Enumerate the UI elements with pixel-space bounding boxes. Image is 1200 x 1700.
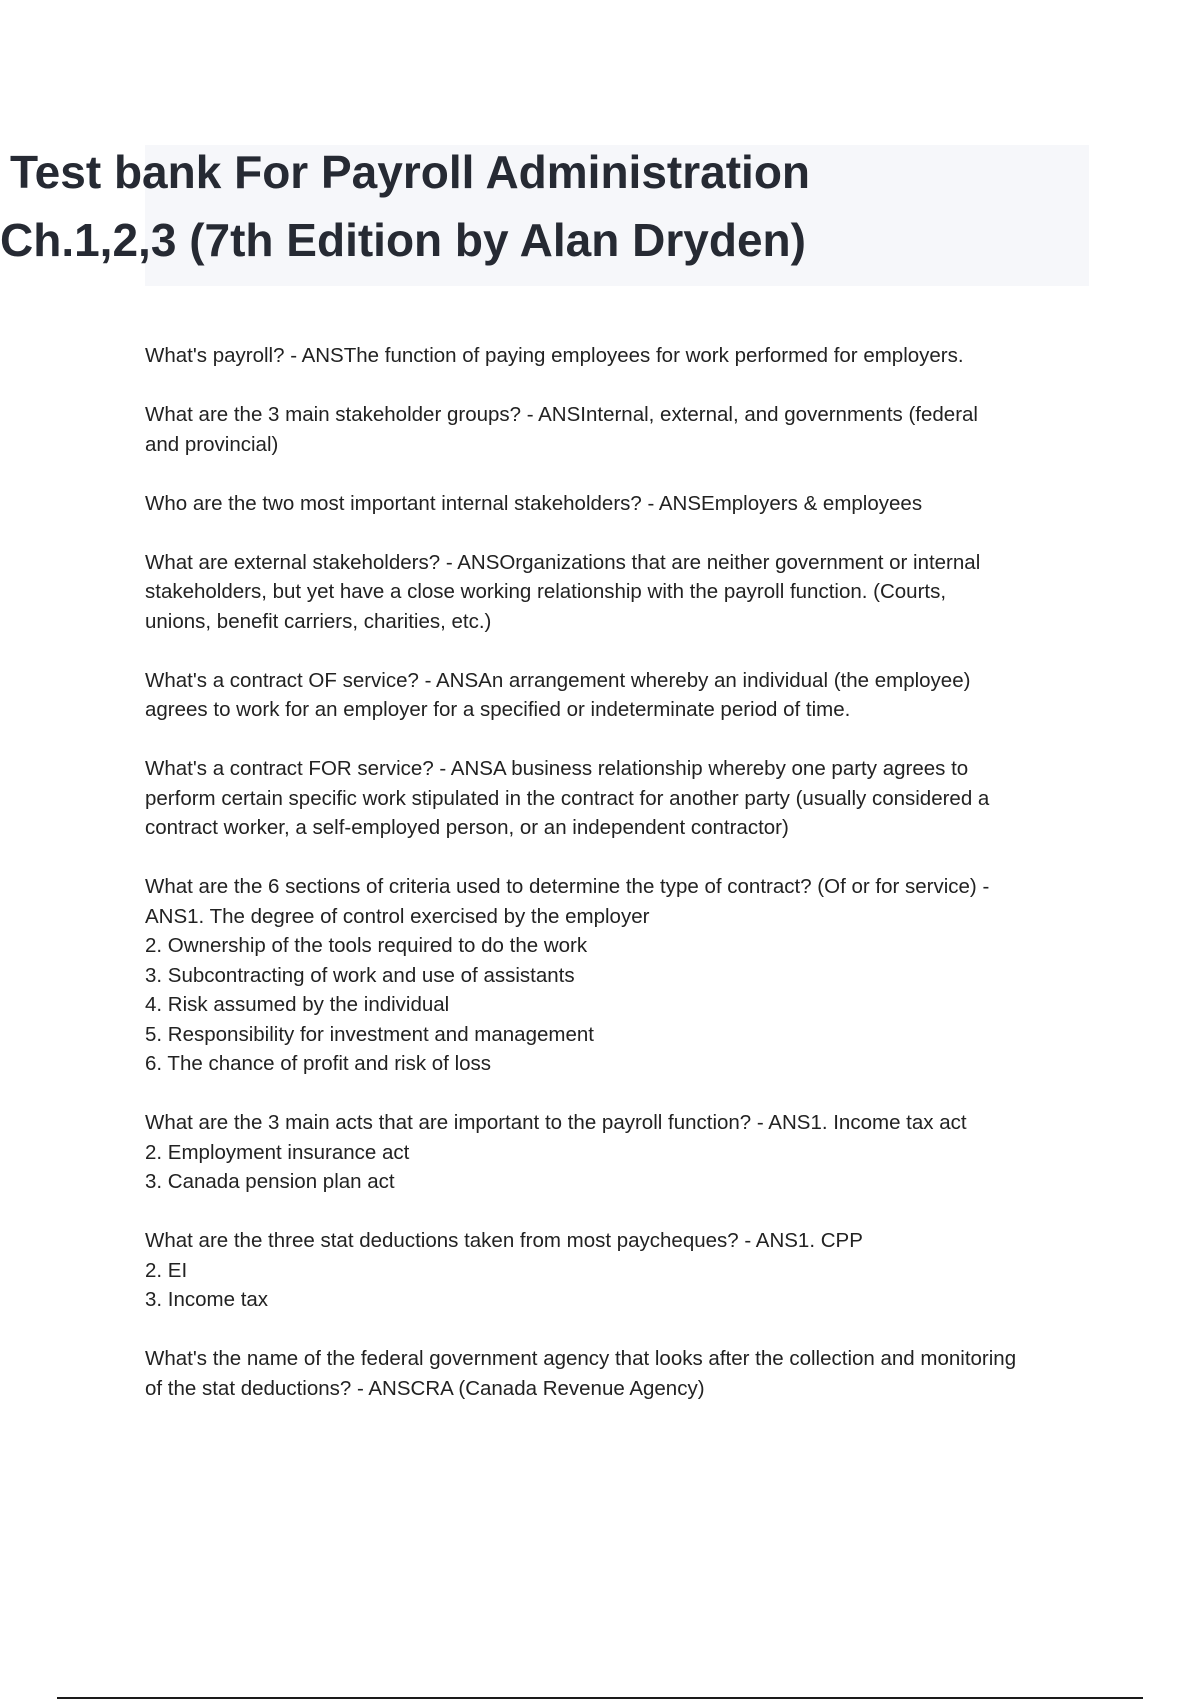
qa-item-7: [145, 872, 1095, 1079]
qa-line: 2. Employment insurance act: [145, 1140, 410, 1164]
qa-item-4: [145, 548, 1095, 637]
qa-line: What's payroll? - ANSThe function of paying employees for work performed for employers.: [145, 344, 964, 367]
qa-line: perform certain specific work stipulated in the contract for another party (usually considered a: [145, 786, 990, 810]
qa-line: 4. Risk assumed by the individual: [145, 993, 450, 1016]
qa-item-3: [145, 489, 1095, 519]
qa-line: ANS1. The degree of control exercised by the employer: [145, 904, 650, 928]
document-title-line-1: Test bank For Payroll Administration: [10, 146, 811, 198]
qa-line: contract worker, a self-employed person, or an independent contractor): [145, 816, 789, 839]
qa-item-9: [145, 1226, 1095, 1315]
qa-line: 2. Ownership of the tools required to do the work: [145, 934, 588, 957]
qa-item-10: [145, 1344, 1095, 1403]
qa-item-8: [145, 1108, 1095, 1197]
qa-line: What's the name of the federal government agency that looks after the collection and monitoring: [145, 1347, 1017, 1370]
qa-line: stakeholders, but yet have a close working relationship with the payroll function. (Courts,: [145, 580, 947, 603]
qa-line: What's a contract FOR service? - ANSA business relationship whereby one party agrees to: [145, 757, 969, 780]
document-title-line-2: Ch.1,2,3 (7th Edition by Alan Dryden): [0, 214, 806, 266]
qa-line: of the stat deductions? - ANSCRA (Canada Revenue Agency): [145, 1376, 705, 1400]
qa-line: What are the 3 main acts that are important to the payroll function? - ANS1. Income tax act: [145, 1111, 967, 1134]
qa-line: 3. Canada pension plan act: [145, 1170, 395, 1193]
qa-line: What are external stakeholders? - ANSOrganizations that are neither government or internal: [145, 550, 981, 574]
bottom-divider: [57, 1697, 1143, 1699]
qa-line: 6. The chance of profit and risk of loss: [145, 1052, 492, 1075]
qa-line: What's a contract OF service? - ANSAn arrangement whereby an individual (the employee): [145, 668, 971, 692]
qa-line: agrees to work for an employer for a specified or indeterminate period of time.: [145, 698, 851, 721]
qa-item-2: [145, 400, 1095, 459]
qa-line: 3. Subcontracting of work and use of assistants: [145, 963, 575, 987]
qa-line: What are the 3 main stakeholder groups? - ANSInternal, external, and governments (federal: [145, 403, 978, 426]
qa-list: [145, 341, 1095, 1433]
qa-line: unions, benefit carriers, charities, etc.): [145, 609, 492, 633]
qa-item-6: [145, 754, 1095, 843]
qa-line: Who are the two most important internal stakeholders? - ANSEmployers & employees: [145, 491, 923, 515]
qa-item-1: [145, 341, 1095, 371]
qa-line: What are the three stat deductions taken from most paycheques? - ANS1. CPP: [145, 1229, 863, 1252]
qa-line: What are the 6 sections of criteria used to determine the type of contract? (Of or for service) -: [145, 875, 990, 898]
qa-item-5: [145, 666, 1095, 725]
qa-line: and provincial): [145, 432, 279, 456]
qa-line: 5. Responsibility for investment and management: [145, 1022, 594, 1046]
qa-line: 3. Income tax: [145, 1288, 269, 1311]
qa-line: 2. EI: [145, 1258, 188, 1282]
